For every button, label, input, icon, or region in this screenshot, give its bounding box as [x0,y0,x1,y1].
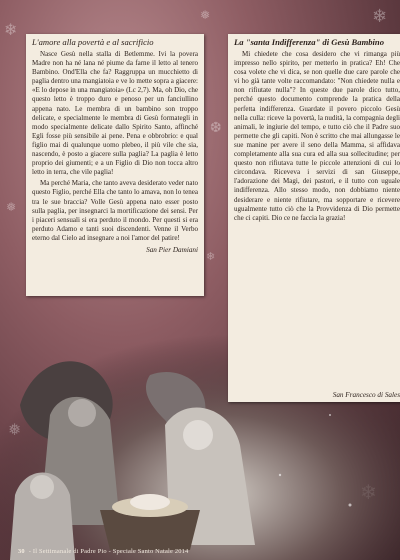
footer-text: - Il Settimanale di Padre Pio - Speciale Santo Natale 2014 [28,548,189,555]
snowflake-icon: ❄ [372,6,388,27]
article-left [26,34,204,296]
article-signature: San Pier Damiani [146,245,198,254]
article-signature: San Francesco di Sales [332,391,400,399]
page-number: 30 [18,548,25,555]
snowflake-icon: ❅ [200,8,211,22]
child-figure [130,494,170,510]
article-right [228,34,400,402]
article-paragraph: Mi chiedete che cosa desidero che vi rimanga più impresso nello spirito, per metterlo in pratica? Eh! Che cosa volete che vi dica, se non quelle due care parole che vi ho già tante volte raccomandato: "Non chiedete nulla e non rifiutate nulla"? In queste due parole dico tutto, perché questo documento comprende la pratica della perfetta indifferenza. Guardate il povero piccolo Gesù nella culla: riceve la povertà, la nudità, la compagnia degli animali, le ingiurie del tempo, e tutto ciò che il Padre suo permette che gli capiti. Non è scritto che mai allungasse le sue manine per avere il seno della Mamma, si affidava completamente alla sua cura ed alla sua sollecitudine; per questo non rifiutava tutte le piccole attenzioni di cui lo circondava. Riceveva i servizi di san Giuseppe, l'adorazione dei Magi, dei pastori, e il tutto con uguale indifferenza. Allo stesso modo, non dobbiamo niente desiderare e niente rifiutare, ma sopportare e ricevere ugualmente tutto ciò che la Provvidenza di Dio permette che ci capiti. Dio ce ne faccia la grazia! [234,50,400,222]
article-title: La "santa Indifferenza" di Gesù Bambino [234,37,385,47]
snowflake-icon: ❅ [6,200,17,214]
snowflake-icon: ❆ [210,120,222,136]
page-footer [18,548,188,555]
snowflake-icon: ❄ [206,250,216,263]
article-title: L'amore alla povertà e al sacrificio [32,37,154,47]
snowflake-icon: ❄ [4,20,18,39]
article-paragraph: Nasce Gesù nella stalla di Betlemme. Ivi la povera Madre non ha né lana né piume da farne il letto al tenero Bambino. Ond'Ella che fa? Raggruppa un mucchietto di paglia dentro una mangiatoia e ve lo mette sopra a giacere: «E lo depose in una mangiatoia» (Lc 2,7). Ma, oh Dio, che questo letto è troppo duro e penoso per un fanciullino appena nato. Le membra di un bambino son troppo delicate, e specialmente le membra di Gesù formategli in modo specialmente delicate dallo Spirito Santo, affinché Egli fosse più sensibile ai pene. Pena e obbrobrio: e qual figlio mai di qualunque uomo plebeo, il più vile che sia, nascendo, è posto a giacere sulla paglia? La paglia è letto proprio dei giumenti; e a un Figlio di Dio non tocca altro letto in terra, che vile paglia! [32,50,198,177]
article-paragraph: Ma perché Maria, che tanto aveva desiderato veder nato questo Figlio, perché Ella che tanto lo amava, non lo tenea tra le sue braccia? Volle Gesù appena nato esser posto sulla paglia, per insegnarci la mortificazione dei sensi. Per i piaceri sensuali si era perduto il mondo. Per questi si era perduto Adamo e tanti suoi discendenti. Venne il Verbo eterno dal Cielo ad insegnare a noi l'amor del patire! [32,179,198,242]
